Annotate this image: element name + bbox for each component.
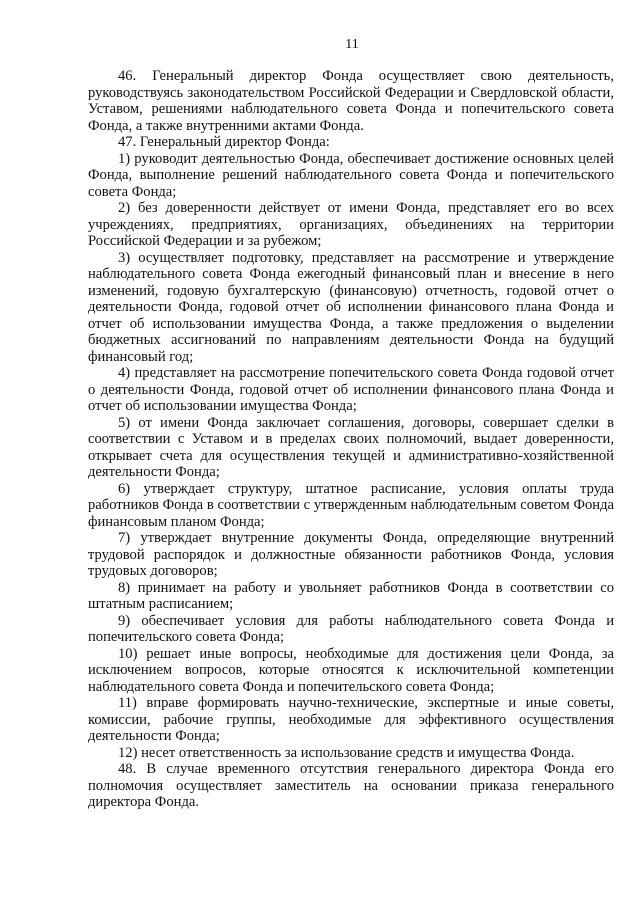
document-body xyxy=(88,68,614,811)
item-11: 11) вправе формировать научно-технические, экспертные и иные советы, комиссии, рабочие группы, необходимые для эффективного осуществления деятельности Фонда; xyxy=(88,695,614,744)
item-6: 6) утверждает структуру, штатное расписание, условия оплаты труда работников Фонда в соответствии с утвержденным наблюдательным советом Фонда финансовым планом Фонда; xyxy=(88,480,614,530)
paragraph-47: 47. Генеральный директор Фонда: xyxy=(118,134,330,150)
item-10: 10) решает иные вопросы, необходимые для достижения цели Фонда, за исключением вопросов, которые относятся к исключительной компетенции наблюдательного совета Фонда и попечительского совета Фонда; xyxy=(88,645,614,695)
paragraph-48: 48. В случае временного отсутствия генерального директора Фонда его полномочия осуществляет заместитель на основании приказа генерального директора Фонда. xyxy=(88,761,614,810)
item-9: 9) обеспечивает условия для работы наблюдательного совета Фонда и попечительского совета Фонда; xyxy=(88,612,614,645)
item-2: 2) без доверенности действует от имени Фонда, представляет его во всех учреждениях, предприятиях, организациях, объединениях на территории Российской Федерации и за рубежом; xyxy=(88,200,614,249)
item-8: 8) принимает на работу и увольняет работников Фонда в соответствии со штатным расписанием; xyxy=(88,579,614,612)
paragraph-46: 46. Генеральный директор Фонда осуществляет свою деятельность, руководствуясь законодательством Российской Федерации и Свердловской области, Уставом, решениями наблюдательного совета Фонда и попечительского совета Фонда, а также внутренними актами Фонда. xyxy=(88,68,614,134)
item-1: 1) руководит деятельностью Фонда, обеспечивает достижение основных целей Фонда, выполнение решений наблюдательного совета Фонда и попечительского совета Фонда; xyxy=(88,150,614,200)
page-number: 11 xyxy=(345,37,359,52)
item-12: 12) несет ответственность за использование средств и имущества Фонда. xyxy=(118,744,575,761)
item-3: 3) осуществляет подготовку, представляет на рассмотрение и утверждение наблюдательного совета Фонда ежегодный финансовый план и внесение в него изменений, годовую бухгалтерскую (финансовую) отчетность, годовой отчет о деятельности Фонда, годовой отчет об исполнении финансового плана Фонда и отчет об использовании имущества Фонда, а также предложения о выделении бюджетных ассигнований по направлениям деятельности Фонда на будущий финансовый год; xyxy=(88,249,614,365)
item-7: 7) утверждает внутренние документы Фонда, определяющие внутренний трудовой распорядок и должностные обязанности работников Фонда, условия трудовых договоров; xyxy=(88,530,614,579)
item-4: 4) представляет на рассмотрение попечительского совета Фонда годовой отчет о деятельности Фонда, годовой отчет об исполнении финансового плана Фонда и отчет об использовании имущества Фонда; xyxy=(88,365,614,414)
item-5: 5) от имени Фонда заключает соглашения, договоры, совершает сделки в соответствии с Уставом и в пределах своих полномочий, выдает доверенности, открывает счета для осуществления текущей и административно-хозяйственной деятельности Фонда; xyxy=(88,414,614,480)
